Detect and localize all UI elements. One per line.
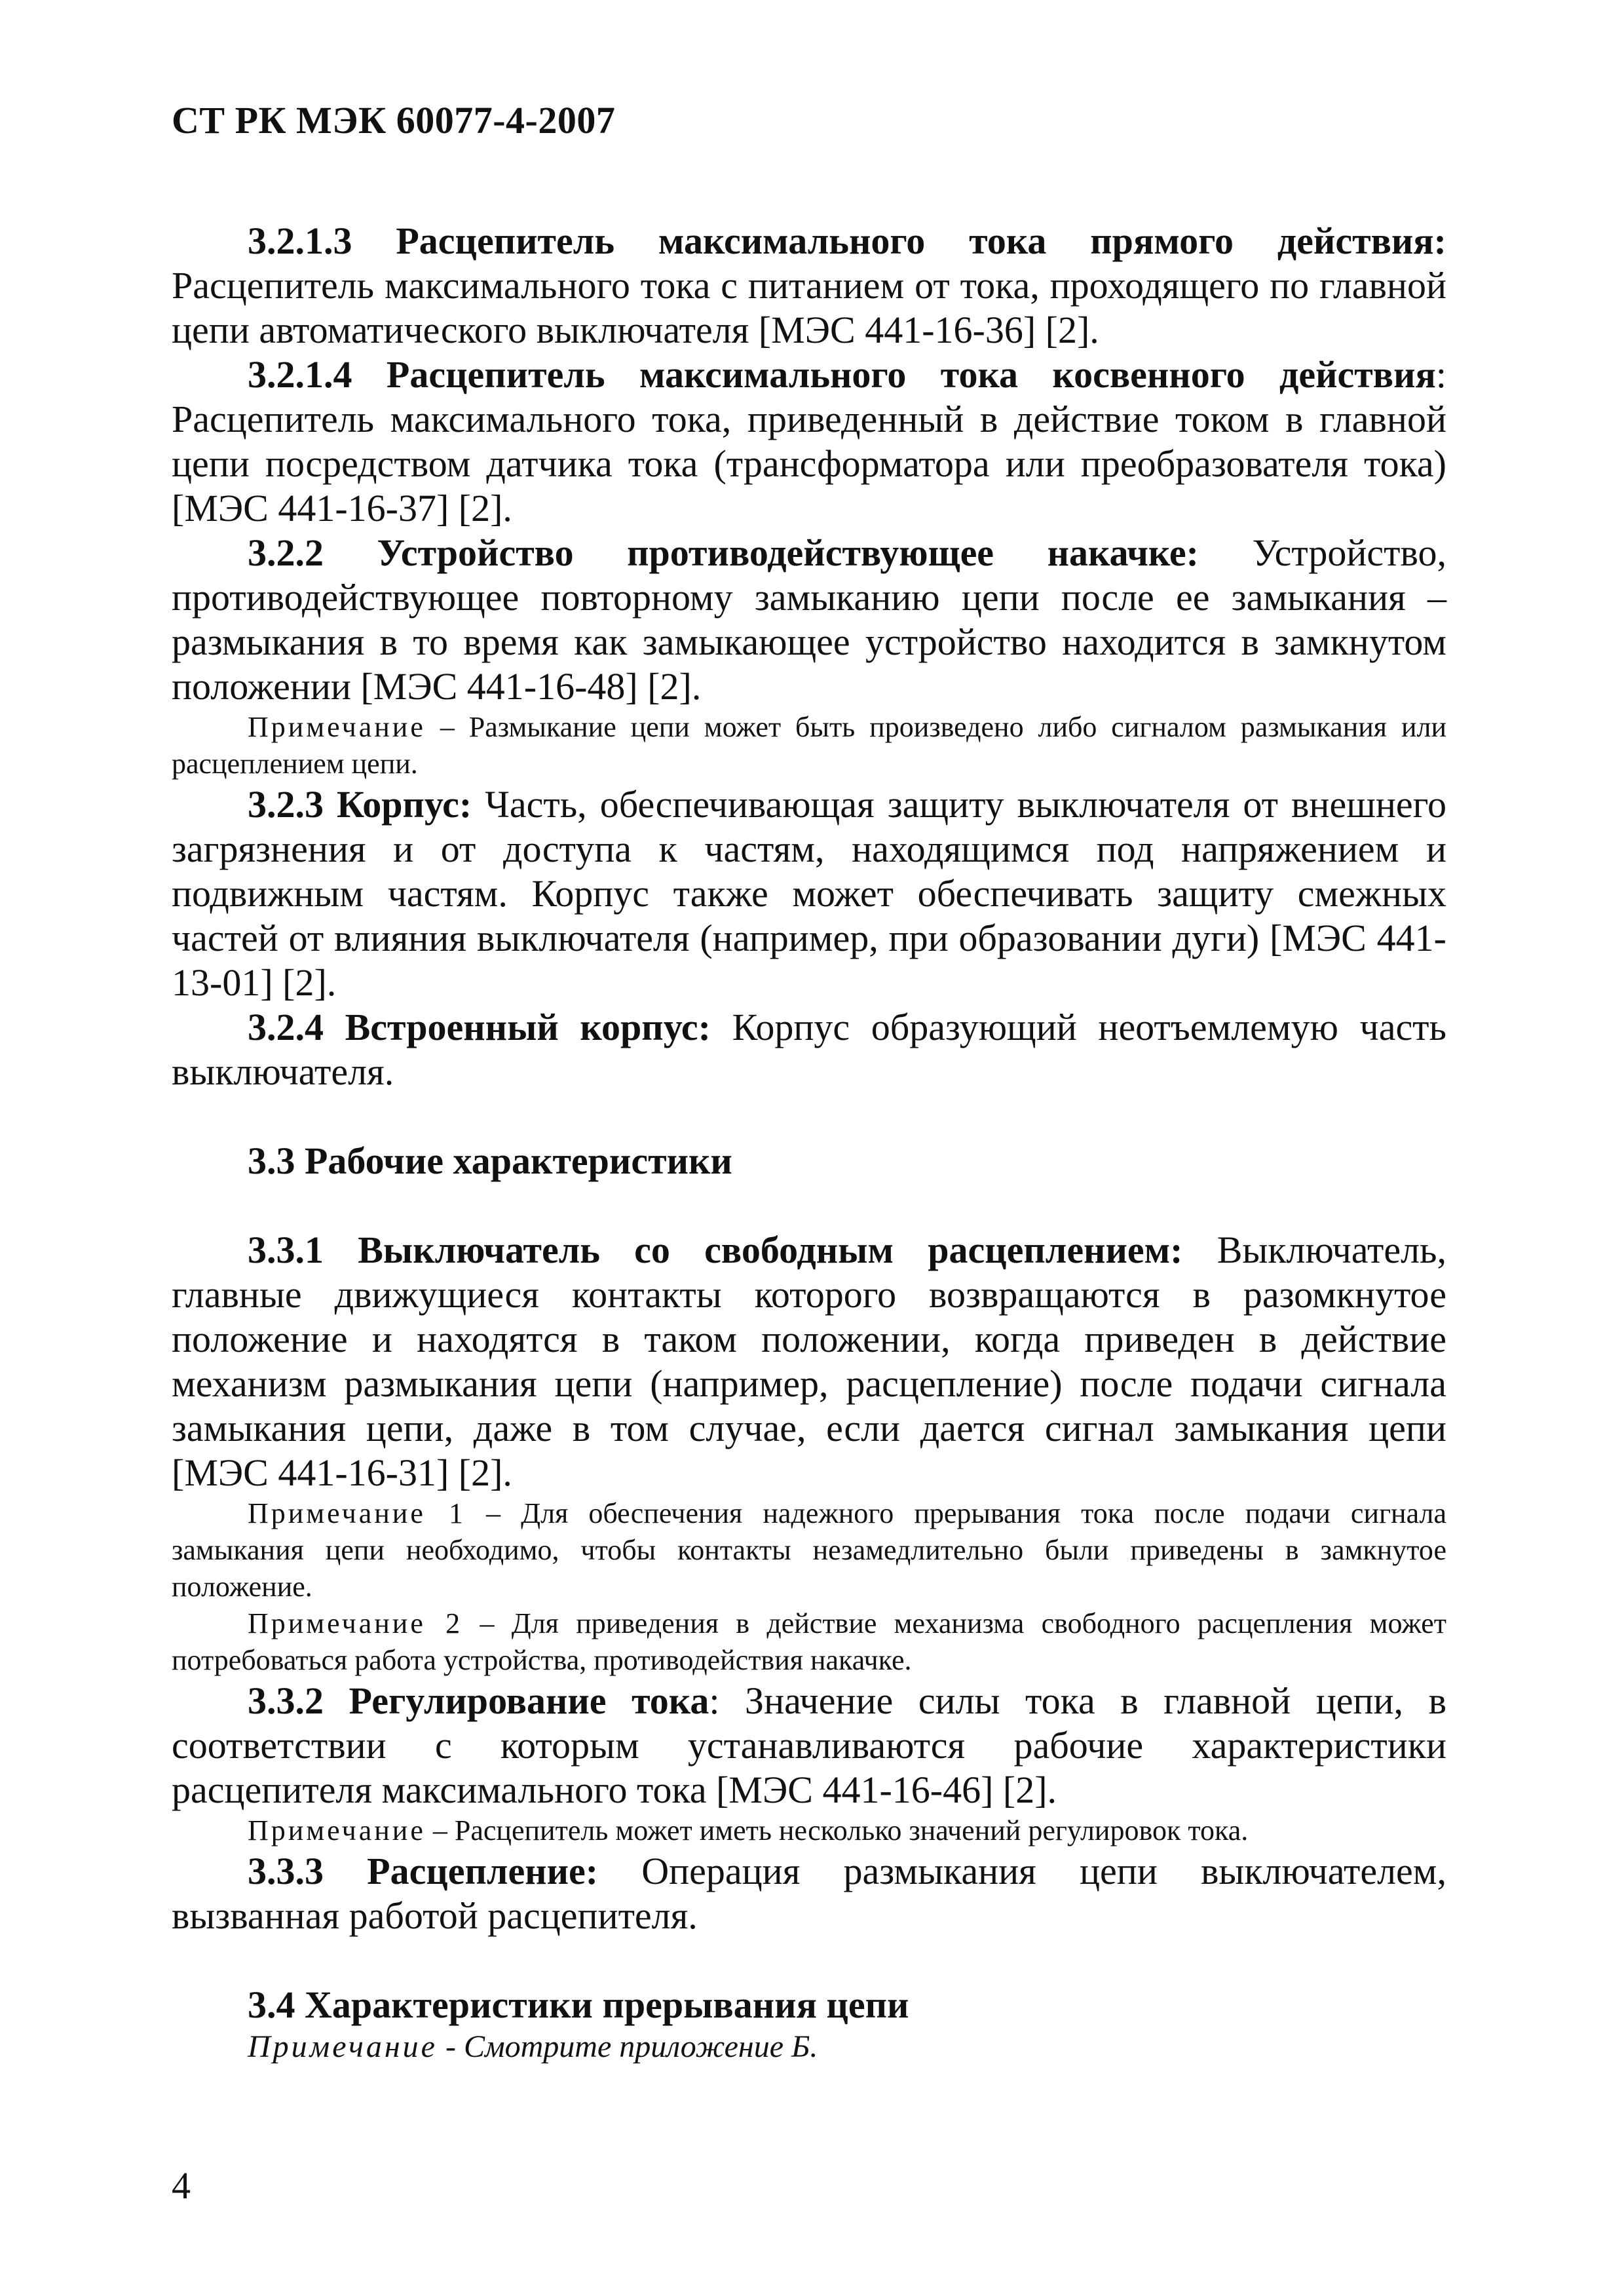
document-body [172,219,1446,2067]
note-3-3-1-b [172,1605,1446,1679]
clause-text: Выключатель, главные движущиеся контакты которого возвращаются в разомкнутое положение и находятся в таком положении, когда приведен в действие механизм размыкания цепи (например, расцепление) после подачи сигнала замыкания цепи, даже в том случае, если дается сигнал замыкания цепи [МЭС 441-16-31] [2]. [172,1229,1447,1494]
document-header: СТ РК МЭК 60077-4-2007 [172,99,616,142]
note-text: – Размыкание цепи может быть произведено либо сигналом размыкания или расцеплением цепи. [172,711,1446,780]
clause-term: 3.3.1 Выключатель со свободным расцеплением: [248,1229,1183,1271]
clause-term: 3.2.1.3 Расцепитель максимального тока прямого действия: [248,220,1446,262]
clause-text: Корпус образующий неотъемлемую часть выключателя. [172,1006,1446,1093]
note-text: – Для приведения в действие механизма свободного расцепления может потребоваться работа устройства, противодействия накачке. [172,1607,1446,1676]
clause-term: 3.3.2 Регулирование тока [248,1679,709,1722]
note-label: Примечание [248,2029,438,2064]
section-heading-3-4: 3.4 Характеристики прерывания цепи [248,1983,909,2026]
clause-text: Расцепитель максимального тока с питанием от тока, проходящего по главной цепи автоматического выключателя [МЭС 441-16-36] [2]. [172,264,1446,351]
note-3-4 [172,2027,1446,2067]
clause-text: Устройство, противодействующее повторному замыканию цепи после ее замыкания – размыкания в то время как замыкающее устройство находится в замкнутом положении [МЭС 441-16-48] [2]. [172,531,1446,708]
note-text: – Для обеспечения надежного прерывания тока после подачи сигнала замыкания цепи необходимо, чтобы контакты незамедлительно были приведены в замкнутое положение. [172,1497,1446,1603]
clause-3-2-1-4 [172,353,1446,531]
clause-3-3-1 [172,1228,1446,1495]
note-text: - Смотрите приложение Б. [445,2029,818,2064]
note-3-2-2 [172,709,1446,782]
clause-term: 3.2.1.4 Расцепитель максимального тока косвенного действия [248,353,1436,396]
clause-3-3-3 [172,1849,1446,1938]
clause-term: 3.2.3 Корпус: [248,783,472,826]
clause-3-3-2 [172,1679,1446,1812]
note-label: Примечание 2 [248,1607,463,1639]
note-label: Примечание 1 [248,1497,466,1529]
clause-separator: : [709,1679,720,1722]
clause-separator: : [1435,353,1446,396]
clause-text: Значение силы тока в главной цепи, в соответствии с которым устанавливаются рабочие характеристики расцепителя максимального тока [МЭС 441-16-46] [2]. [172,1679,1446,1811]
clause-text: Расцепитель максимального тока, приведенный в действие током в главной цепи посредством датчика тока (трансформатора или преобразователя тока) [МЭС 441-16-37] [2]. [172,398,1446,529]
note-3-3-1-a [172,1495,1446,1605]
clause-3-2-1-3 [172,219,1446,353]
clause-term: 3.3.3 Расцепление: [248,1850,599,1892]
note-3-3-2 [172,1812,1446,1849]
note-text: – Расцепитель может иметь несколько значений регулировок тока. [432,1814,1249,1846]
page-number: 4 [172,2164,191,2207]
clause-text: Часть, обеспечивающая защиту выключателя от внешнего загрязнения и от доступа к частям, находящимся под напряжением и подвижным частям. Корпус также может обеспечивать защиту смежных частей от влияния выключателя (например, при образовании дуги) [МЭС 441-13-01] [2]. [172,783,1446,1004]
clause-3-2-3 [172,782,1446,1005]
note-label: Примечание [248,711,426,743]
clause-term: 3.2.2 Устройство противодействующее накачке: [248,531,1199,574]
note-label: Примечание [248,1814,426,1846]
clause-text: Операция размыкания цепи выключателем, вызванная работой расцепителя. [172,1850,1446,1937]
section-heading-3-3: 3.3 Рабочие характеристики [248,1139,732,1182]
clause-3-2-4 [172,1005,1446,1094]
clause-3-2-2 [172,531,1446,709]
clause-term: 3.2.4 Встроенный корпус: [248,1006,711,1048]
